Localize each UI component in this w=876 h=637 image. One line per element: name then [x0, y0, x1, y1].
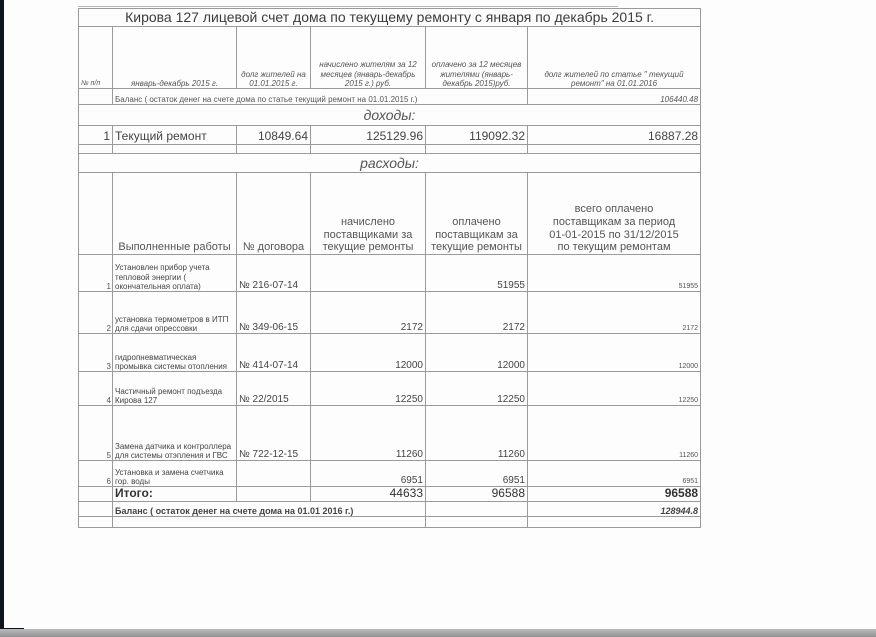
income-row-name: Текущий ремонт	[113, 126, 237, 145]
header-total-paid-line: 01-01-2015 по 31/12/2015	[549, 228, 679, 241]
totals-paid: 96588	[426, 487, 528, 502]
expense-row	[79, 406, 701, 461]
income-row-paid: 119092.32	[426, 126, 528, 145]
expense-work: Установка и замена счетчика гор. воды	[113, 461, 237, 487]
income-row-debt-end: 16887.28	[528, 126, 701, 145]
expense-contract	[237, 461, 311, 487]
expense-work: гидропневматическая промывка системы отопления	[113, 334, 237, 372]
income-row-debt-start: 10849.64	[237, 126, 311, 145]
empty-cell	[79, 502, 113, 517]
income-section-label: доходы:	[79, 105, 701, 126]
title-row	[79, 9, 701, 27]
expense-total: 12250	[528, 372, 701, 406]
income-row-charged: 125129.96	[311, 126, 426, 145]
header-period: январь-декабрь 2015 г.	[113, 27, 237, 89]
header-debt-start: долг жителей на 01.01.2015 г.	[237, 27, 311, 89]
header-total-paid	[528, 173, 701, 255]
expense-paid: 2172	[426, 292, 528, 334]
totals-row	[79, 487, 701, 502]
empty-cell	[426, 145, 528, 154]
expense-total: 12000	[528, 334, 701, 372]
expense-num: 6	[79, 461, 113, 487]
expense-work: Установлен прибор учета тепловой энергии ( окончательная оплата)	[113, 255, 237, 292]
header-debt-end: долг жителей по статье " текущий ремонт" на 01.01.2016	[528, 27, 701, 89]
expense-contract: № 722-12-15	[237, 406, 311, 461]
expense-total: 6951	[528, 461, 701, 487]
empty-cell	[79, 487, 113, 502]
header-total-paid-line: поставщикам за период	[552, 216, 676, 229]
expense-num: 1	[79, 255, 113, 292]
empty-cell	[79, 173, 113, 255]
expense-paid: 51955	[426, 255, 528, 292]
expense-row	[79, 255, 701, 292]
header-total-paid-line: всего оплачено	[574, 203, 654, 216]
opening-balance-value: 106440.48	[528, 89, 701, 105]
empty-cell	[79, 89, 113, 105]
expense-contract: № 414-07-14	[237, 334, 311, 372]
expenses-section-label: расходы:	[79, 154, 701, 173]
empty-cell	[311, 145, 426, 154]
ledger-table	[78, 8, 701, 528]
empty-cell	[237, 487, 311, 502]
income-section-row	[79, 105, 701, 126]
header-total-paid-line: по текущим ремонтам	[557, 241, 671, 254]
closing-balance-value: 128944.8	[528, 502, 701, 517]
empty-cell	[79, 517, 113, 528]
empty-cell	[426, 517, 528, 528]
opening-balance-row	[79, 89, 701, 105]
opening-balance-label: Баланс ( остаток денег на счете дома по статье текущий ремонт на 01.01.2015 г.)	[113, 89, 528, 105]
header-works: Выполненные работы	[113, 173, 237, 255]
empty-cell	[426, 502, 528, 517]
income-row-num: 1	[79, 126, 113, 145]
header-supplier-paid: оплачено поставщикам за текущие ремонты	[426, 173, 528, 255]
expense-charged: 12250	[311, 372, 426, 406]
expense-paid: 12250	[426, 372, 528, 406]
expense-row	[79, 334, 701, 372]
expense-work: Частичный ремонт подъезда Кирова 127	[113, 372, 237, 406]
totals-label: Итого:	[113, 487, 237, 502]
expense-contract: № 216-07-14	[237, 255, 311, 292]
expense-charged: 6951	[311, 461, 426, 487]
empty-cell	[79, 145, 113, 154]
header-contract: № договора	[237, 173, 311, 255]
empty-cell	[528, 145, 701, 154]
expense-paid: 11260	[426, 406, 528, 461]
scan-edge-bottom	[0, 629, 876, 637]
empty-cell	[528, 517, 701, 528]
expense-total: 51955	[528, 255, 701, 292]
empty-cell	[237, 145, 311, 154]
closing-balance-label: Баланс ( остаток денег на счете дома на 01.01 2016 г.)	[113, 502, 426, 517]
scan-edge-left	[0, 0, 4, 632]
expense-num: 3	[79, 334, 113, 372]
expense-charged: 11260	[311, 406, 426, 461]
expense-charged: 2172	[311, 292, 426, 334]
expense-num: 4	[79, 372, 113, 406]
expense-total: 2172	[528, 292, 701, 334]
top-rule	[78, 6, 618, 7]
document-title: Кирова 127 лицевой счет дома по текущему ремонту с января по декабрь 2015 г.	[79, 9, 701, 27]
spacer-row	[79, 145, 701, 154]
header-paid: оплачено за 12 месяцев жителями (январь-декабрь 2015)руб.	[426, 27, 528, 89]
expense-row	[79, 292, 701, 334]
header-supplier-charged: начислено поставщиками за текущие ремонты	[311, 173, 426, 255]
expense-total: 11260	[528, 406, 701, 461]
spacer-row	[79, 517, 701, 528]
header-num: № п/п	[79, 27, 113, 89]
expense-charged	[311, 255, 426, 292]
totals-total: 96588	[528, 487, 701, 502]
expense-row	[79, 372, 701, 406]
empty-cell	[113, 145, 237, 154]
closing-balance-row	[79, 502, 701, 517]
header-charged: начислено жителям за 12 месяцев (январь-декабрь 2015 г.) руб.	[311, 27, 426, 89]
expense-charged: 12000	[311, 334, 426, 372]
expense-paid: 12000	[426, 334, 528, 372]
expense-row	[79, 461, 701, 487]
expenses-header-row	[79, 173, 701, 255]
expense-num: 2	[79, 292, 113, 334]
expenses-section-row	[79, 154, 701, 173]
empty-cell	[113, 517, 426, 528]
expense-work: Замена датчика и контроллера для системы отэпления и ГВС	[113, 406, 237, 461]
header-row	[79, 27, 701, 89]
expense-work: установка термометров в ИТП для сдачи опрессовки	[113, 292, 237, 334]
totals-charged: 44633	[311, 487, 426, 502]
income-row	[79, 126, 701, 145]
expense-num: 5	[79, 406, 113, 461]
expense-contract: № 22/2015	[237, 372, 311, 406]
expense-paid: 6951	[426, 461, 528, 487]
expense-contract: № 349-06-15	[237, 292, 311, 334]
